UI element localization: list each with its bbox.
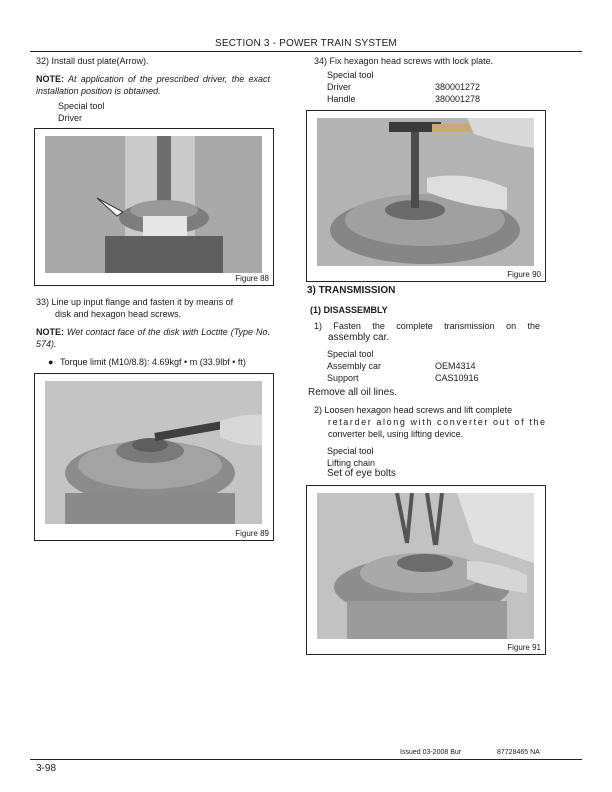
footer-issued: Issued 03-2008 Bur — [400, 749, 462, 756]
special-tool-label-4: Special tool — [327, 446, 374, 456]
special-tool-label-2: Special tool — [327, 70, 374, 80]
figure-89-illustration — [45, 381, 262, 524]
footer-rule — [30, 759, 582, 760]
special-tool-label-3: Special tool — [327, 349, 374, 359]
tool-name: Driver — [327, 82, 351, 92]
tool-row — [327, 372, 547, 384]
section-header: SECTION 3 - POWER TRAIN SYSTEM — [215, 38, 397, 49]
figure-90-caption: Figure 90 — [507, 270, 541, 279]
figure-91-frame — [306, 485, 546, 655]
footer-doc-number: 87728465 NA — [497, 749, 540, 756]
figure-89-frame — [34, 373, 274, 541]
tool-list-1 — [327, 360, 547, 384]
step-34: 34) Fix hexagon head screws with lock plate. — [314, 56, 494, 66]
step-1-line-2: assembly car. — [328, 332, 390, 343]
step-33-line-2: disk and hexagon head screws. — [55, 309, 182, 319]
tool-code: 380001278 — [435, 94, 481, 104]
note-1-text: At application of the prescribed driver, the exact installation position is obtained. — [36, 74, 270, 96]
tool-name: Handle — [327, 94, 356, 104]
tool-eye-bolts: Set of eye bolts — [327, 468, 396, 479]
note-2-text: Wet contact face of the disk with Loctite (Type No. 574). — [36, 327, 270, 349]
tool-name: Assembly car — [327, 361, 382, 371]
figure-90-frame — [306, 110, 546, 282]
figure-91-illustration — [317, 493, 534, 639]
figure-88-caption: Figure 88 — [235, 274, 269, 283]
step-2-line-2: retarder along with converter out of the — [328, 417, 547, 427]
header-rule — [30, 51, 582, 52]
torque-limit: Torque limit (M10/8.8): 4.69kgf • m (33.9lbf • ft) — [60, 357, 246, 367]
special-tool-label-1: Special tool — [58, 101, 105, 111]
step-32: 32) Install dust plate(Arrow). — [36, 56, 149, 66]
figure-88-frame — [34, 128, 274, 286]
step-1-line-1: 1) Fasten the complete transmission on the — [314, 321, 540, 331]
page-number: 3-98 — [36, 763, 57, 774]
tool-name: Support — [327, 373, 359, 383]
tool-row — [327, 81, 547, 93]
figure-91-photo — [317, 493, 534, 639]
note-1-label: NOTE: — [36, 74, 64, 84]
tool-code: OEM4314 — [435, 361, 476, 371]
step-33-line-1: 33) Line up input flange and fasten it by means of — [36, 297, 234, 307]
note-1 — [36, 73, 270, 97]
figure-91-caption: Figure 91 — [507, 643, 541, 652]
tool-code: CAS10916 — [435, 373, 479, 383]
figure-88-photo — [45, 136, 262, 273]
remove-oil-lines: Remove all oil lines. — [308, 387, 397, 398]
step-2-line-1: 2) Loosen hexagon head screws and lift complete — [314, 405, 513, 415]
figure-88-illustration — [45, 136, 262, 273]
tool-code: 380001272 — [435, 82, 481, 92]
tool-list-34 — [327, 81, 547, 105]
tool-lifting-chain: Lifting chain — [327, 458, 376, 468]
figure-90-illustration — [317, 118, 534, 266]
tool-driver-1: Driver — [58, 113, 82, 123]
subsection-disassembly: (1) DISASSEMBLY — [310, 305, 388, 315]
figure-89-photo — [45, 381, 262, 524]
note-2-label: NOTE: — [36, 327, 64, 337]
tool-row — [327, 360, 547, 372]
tool-row — [327, 93, 547, 105]
torque-bullet: ● — [48, 357, 54, 367]
figure-90-photo — [317, 118, 534, 266]
section-title-transmission: 3) TRANSMISSION — [307, 285, 396, 296]
note-2 — [36, 326, 270, 350]
step-2-line-3: converter bell, using lifting device. — [328, 429, 464, 439]
figure-89-caption: Figure 89 — [235, 529, 269, 538]
